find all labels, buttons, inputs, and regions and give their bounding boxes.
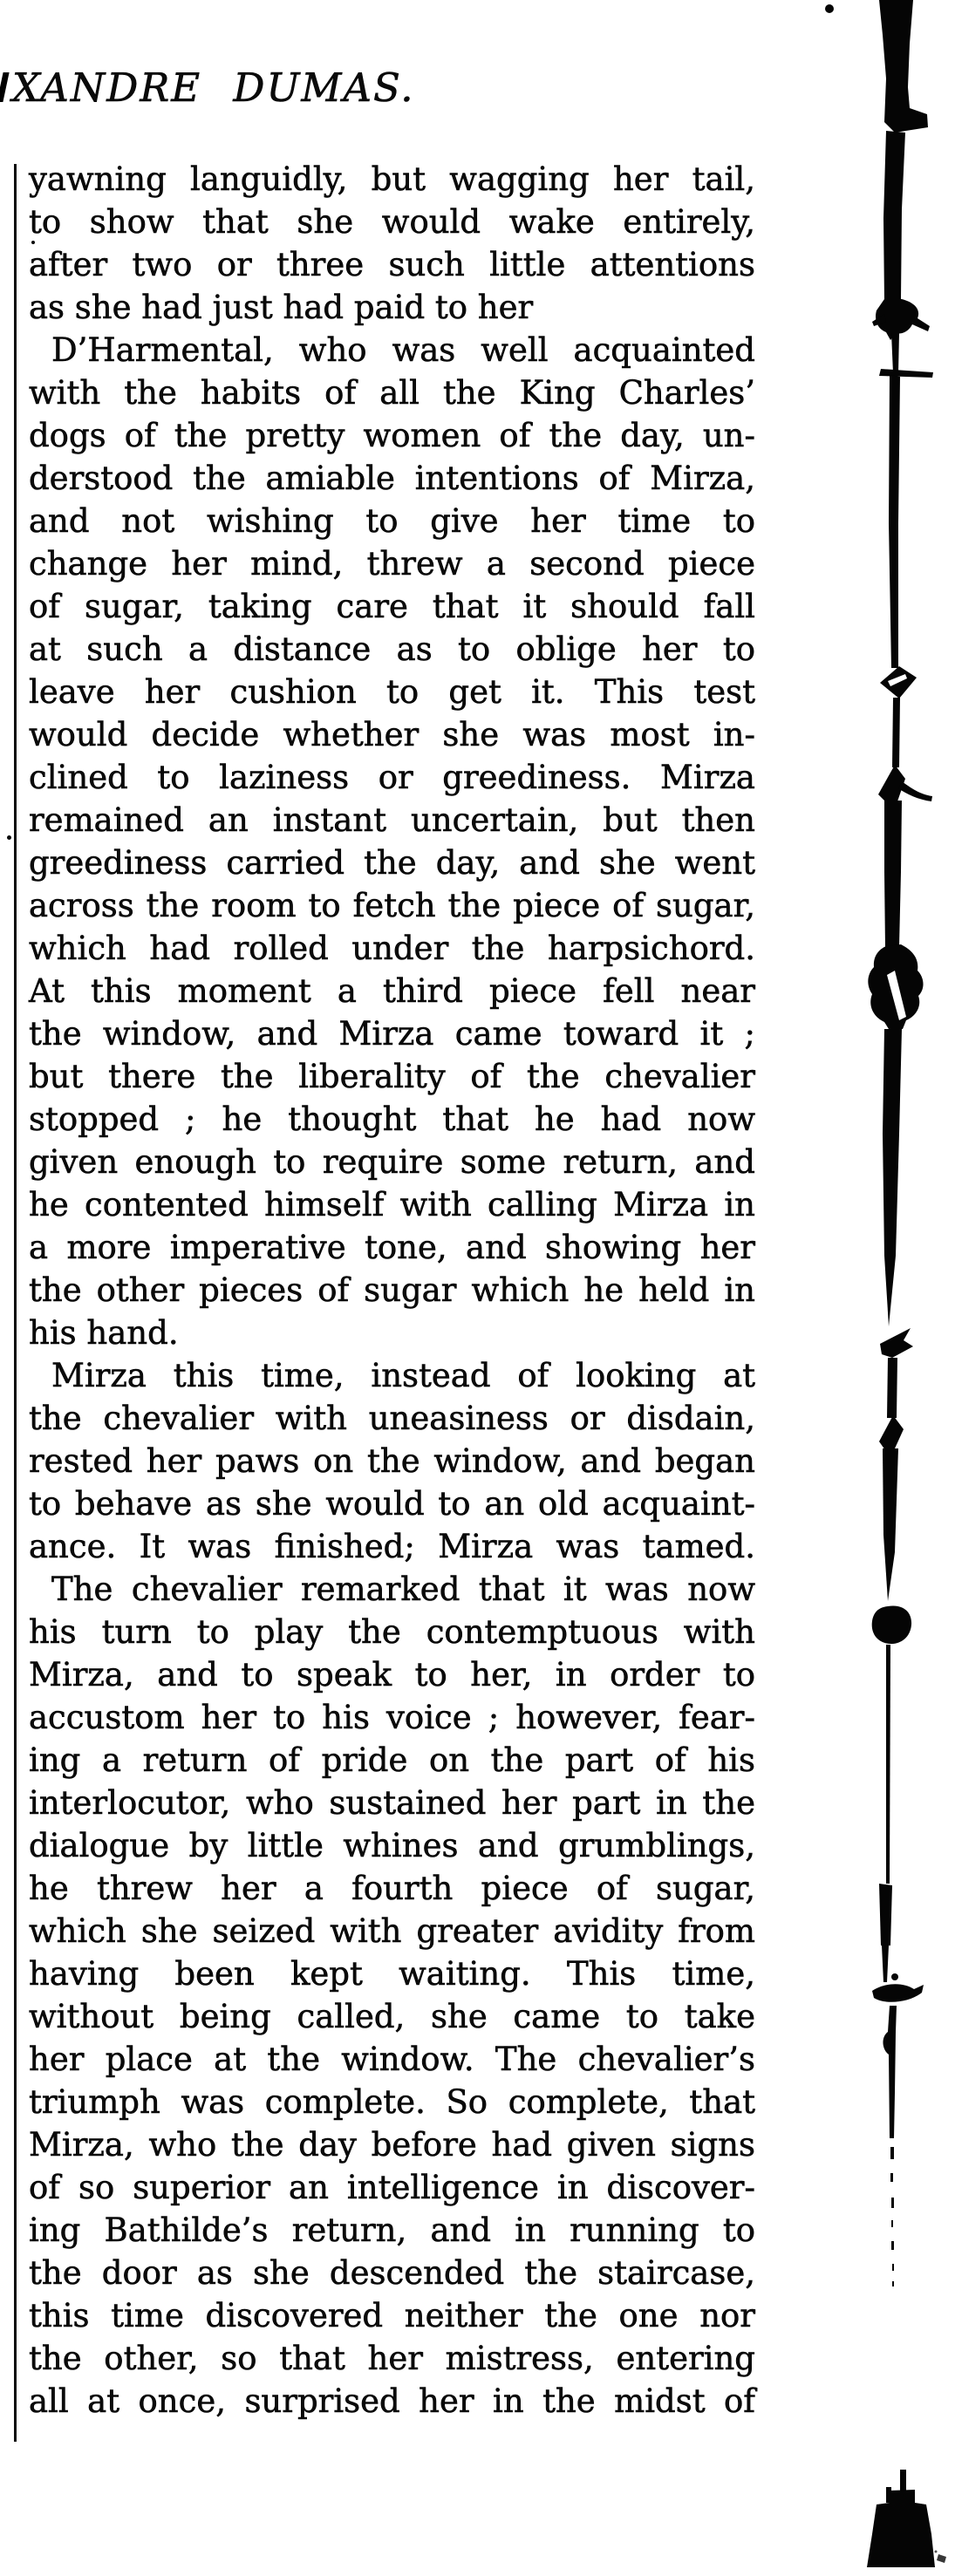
text-line: the other pieces of sugar which he held in (29, 1271, 755, 1309)
text-line: remained an instant uncertain, but then (29, 801, 755, 839)
text-line: he threw her a fourth piece of sugar, (29, 1870, 755, 1907)
text-line: to behave as she would to an old acquaint- (29, 1485, 755, 1523)
text-line: ance. It was finished; Mirza was tamed. (29, 1528, 755, 1565)
text-line: of sugar, taking care that it should fall (29, 588, 755, 625)
text-line: Mirza this time, instead of looking at (51, 1357, 755, 1394)
text-line: but there the liberality of the chevalier (29, 1058, 755, 1095)
text-line: stopped ; he thought that he had now (29, 1101, 755, 1138)
text-line: the door as she descended the staircase, (29, 2254, 755, 2292)
text-line: the window, and Mirza came toward it ; (29, 1015, 755, 1053)
text-line: across the room to fetch the piece of sugar, (29, 887, 755, 924)
text-line: all at once, surprised her in the midst of (29, 2382, 755, 2420)
text-line: At this moment a third piece fell near (29, 972, 755, 1010)
text-line: derstood the amiable intentions of Mirza, (29, 460, 755, 497)
text-line: his hand. (29, 1314, 179, 1352)
text-line: accustom her to his voice ; however, fear- (29, 1699, 755, 1736)
cropped-letter-fragment (0, 72, 10, 102)
text-line: yawning languidly, but wagging her tail, (29, 160, 755, 198)
text-line: with the habits of all the King Charles’ (29, 374, 755, 412)
text-line: triumph was complete. So complete, that (29, 2083, 755, 2121)
text-line: Mirza, and to speak to her, in order to (29, 1656, 755, 1693)
body-text (29, 158, 755, 2423)
text-line: leave her cushion to get it. This test (29, 673, 755, 711)
text-line: her place at the window. The chevalier’s (29, 2041, 755, 2078)
text-line: which she seized with greater avidity from (29, 1912, 755, 1950)
text-line: at such a distance as to oblige her to (29, 630, 755, 668)
text-line: would decide whether she was most in- (29, 716, 755, 753)
text-line: clined to laziness or greediness. Mirza (29, 759, 755, 796)
text-line: D’Harmental, who was well acquainted (51, 331, 755, 369)
ink-speck (31, 241, 35, 244)
text-line: ing Bathilde’s return, and in running to (29, 2211, 755, 2249)
text-line: rested her paws on the window, and began (29, 1442, 755, 1480)
text-line: to show that she would wake entirely, (29, 203, 755, 241)
text-line: ing a return of pride on the part of his (29, 1741, 755, 1779)
text-line: the chevalier with uneasiness or disdain, (29, 1400, 755, 1437)
text-line: which had rolled under the harpsichord. (29, 930, 755, 967)
binding-ink-marks (811, 0, 955, 2576)
text-line: without being called, she came to take (29, 1998, 755, 2035)
text-line: a more imperative tone, and showing her (29, 1229, 755, 1266)
text-line: as she had just had paid to her (29, 289, 534, 326)
text-line: The chevalier remarked that it was now (51, 1571, 755, 1608)
text-line: dialogue by little whines and grumblings, (29, 1827, 755, 1864)
text-line: the other, so that her mistress, entering (29, 2340, 755, 2377)
text-line: interlocutor, who sustained her part in the (29, 1784, 755, 1822)
text-line: having been kept waiting. This time, (29, 1955, 755, 1993)
text-line: this time discovered neither the one nor (29, 2297, 755, 2334)
text-line: his turn to play the contemptuous with (29, 1613, 755, 1651)
column-rule (14, 164, 17, 2442)
text-line: dogs of the pretty women of the day, un- (29, 417, 755, 454)
text-line: greediness carried the day, and she went (29, 844, 755, 882)
text-line: Mirza, who the day before had given signs (29, 2126, 755, 2164)
running-header-text: XANDRE DUMAS. (12, 65, 415, 111)
text-line: and not wishing to give her time to (29, 502, 755, 540)
text-line: of so superior an intelligence in discover- (29, 2169, 755, 2206)
text-line: after two or three such little attentions (29, 246, 755, 283)
ink-speck (7, 835, 11, 840)
text-line: given enough to require some return, and (29, 1143, 755, 1181)
running-header (0, 65, 415, 111)
text-line: change her mind, threw a second piece (29, 545, 755, 583)
text-line: he contented himself with calling Mirza in (29, 1186, 755, 1223)
